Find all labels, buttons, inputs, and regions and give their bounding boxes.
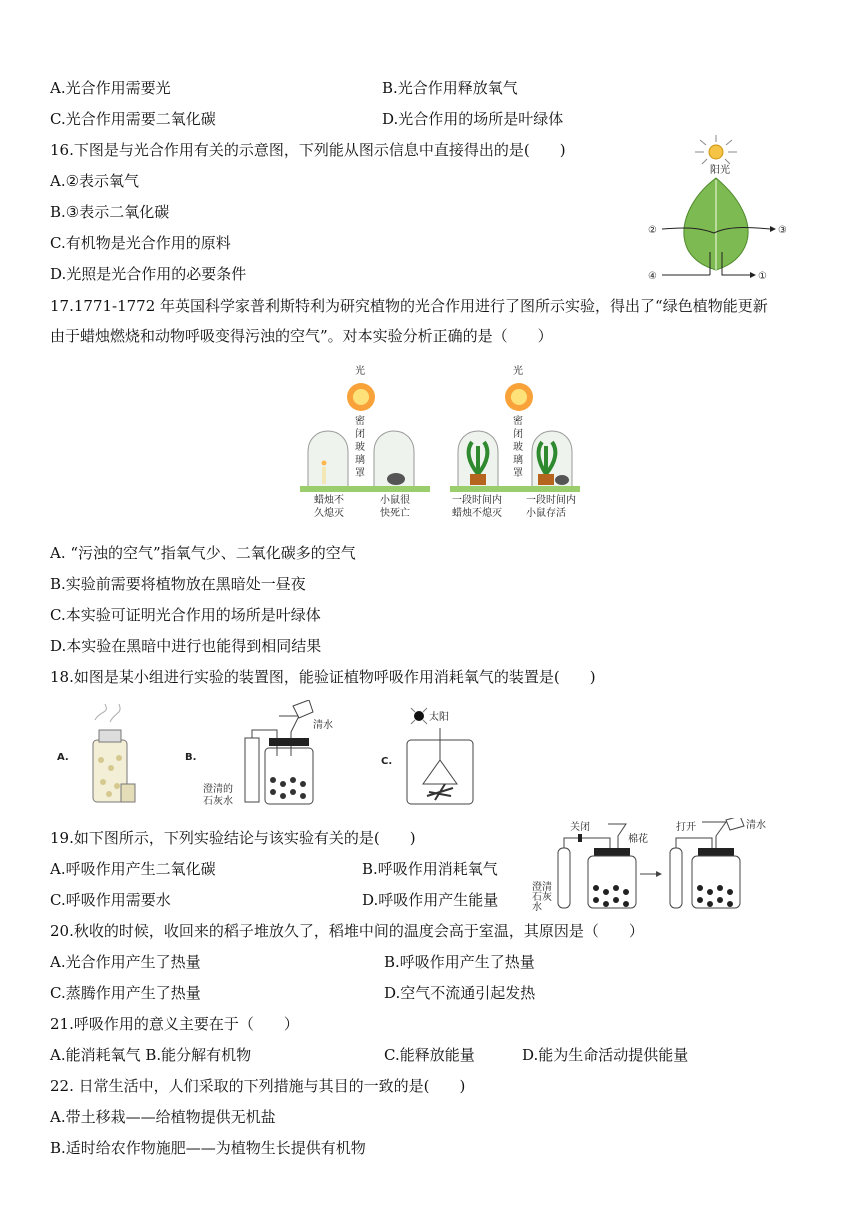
q16-option-d: D.光照是光合作用的必要条件	[50, 265, 247, 283]
caption-4-line2: 小鼠存活	[526, 508, 566, 519]
q22-option-a: A.带土移栽——给植物提供无机盐	[50, 1108, 276, 1126]
seal-char: 璃	[513, 455, 523, 466]
q16-option-a: A.②表示氧气	[50, 172, 140, 190]
q20-option-d: D.空气不流通引起发热	[384, 984, 536, 1002]
closed-label: 关闭	[570, 822, 590, 833]
caption-3-line1: 一段时间内	[452, 495, 502, 506]
leaf-diagram	[640, 130, 790, 290]
lime-label-2: 石灰	[532, 892, 552, 903]
caption-4-line1: 一段时间内	[526, 495, 576, 506]
q15-option-a: A.光合作用需要光	[50, 79, 171, 97]
q22-stem: 22. 日常生活中，人们采取的下列措施与其目的一致的是( )	[50, 1077, 466, 1095]
apparatus-b-label: B.	[185, 752, 197, 763]
seal-char: 闭	[513, 429, 523, 440]
seal-char: 罩	[355, 468, 365, 479]
q17-option-b: B.实验前需要将植物放在黑暗处一昼夜	[50, 575, 306, 593]
q20-option-a: A.光合作用产生了热量	[50, 953, 201, 971]
seal-char: 玻	[355, 442, 365, 453]
marker-1: ①	[758, 271, 767, 282]
q21-stem: 21.呼吸作用的意义主要在于（ ）	[50, 1015, 299, 1033]
lime-label-3: 水	[532, 902, 542, 913]
q18-stem: 18.如图是某小组进行实验的装置图，能验证植物呼吸作用消耗氧气的装置是( )	[50, 668, 596, 686]
q20-option-b: B.呼吸作用产生了热量	[384, 953, 535, 971]
q17-stem-line1: 17.1771-1772 年英国科学家普利斯特利为研究植物的光合作用进行了图所示实验，得出了“绿色植物能更新	[50, 297, 768, 315]
apparatus-b-setup	[245, 700, 313, 804]
q21-option-d: D.能为生命活动提供能量	[522, 1046, 689, 1064]
seal-char: 闭	[355, 429, 365, 440]
sun-label: 阳光	[710, 165, 730, 176]
sun-icon	[695, 135, 737, 164]
lime-label-1: 澄清	[532, 882, 552, 893]
sun-label-c: 太阳	[429, 712, 449, 723]
q19-option-c: C.呼吸作用需要水	[50, 891, 171, 909]
seal-char: 玻	[513, 442, 523, 453]
q15-option-b: B.光合作用释放氧气	[382, 79, 518, 97]
seal-char: 密	[355, 416, 365, 427]
sun-icon-c	[414, 711, 424, 721]
caption-1-line1: 蜡烛不	[314, 495, 344, 506]
water-label-18: 清水	[313, 720, 333, 731]
cotton-label: 棉花	[628, 834, 648, 845]
q16-option-b: B.③表示二氧化碳	[50, 203, 170, 221]
q19-option-b: B.呼吸作用消耗氧气	[362, 860, 498, 878]
apparatus-a-label: A.	[57, 752, 69, 763]
q19-stem: 19.如下图所示，下列实验结论与该实验有关的是( )	[50, 829, 416, 847]
seal-char: 璃	[355, 455, 365, 466]
caption-2-line2: 快死亡	[380, 508, 410, 519]
apparatus-c-label: C.	[381, 756, 393, 767]
open-label: 打开	[676, 822, 696, 833]
seal-char: 罩	[513, 468, 523, 479]
q17-option-c: C.本实验可证明光合作用的场所是叶绿体	[50, 606, 321, 624]
apparatus-a-jar	[93, 704, 135, 802]
q16-stem: 16.下图是与光合作用有关的示意图，下列能从图示信息中直接得出的是( )	[50, 141, 566, 159]
bell-jar-plant-candle	[458, 431, 498, 487]
ground-left	[300, 486, 430, 492]
light-label-right: 光	[513, 366, 523, 377]
q19-option-d: D.呼吸作用产生能量	[362, 891, 499, 909]
q18-apparatus-figure	[55, 700, 475, 812]
q19-option-a: A.呼吸作用产生二氧化碳	[50, 860, 216, 878]
caption-1-line2: 久熄灭	[314, 508, 344, 519]
setup-closed	[558, 824, 636, 908]
water-label-19: 清水	[746, 820, 766, 831]
bell-jar-candle	[308, 431, 348, 487]
q16-option-c: C.有机物是光合作用的原料	[50, 234, 231, 252]
water-beaker-icon	[293, 700, 313, 718]
q22-option-b: B.适时给农作物施肥——为植物生长提供有机物	[50, 1139, 366, 1157]
q17-stem-line2: 由于蜡烛燃烧和动物呼吸变得污浊的空气”。对本实验分析正确的是（ ）	[50, 327, 553, 345]
q21-option-ab: A.能消耗氧气 B.能分解有机物	[50, 1046, 252, 1064]
q20-option-c: C.蒸腾作用产生了热量	[50, 984, 201, 1002]
ground-right	[450, 486, 580, 492]
marker-2: ②	[648, 225, 657, 236]
q17-option-d: D.本实验在黑暗中进行也能得到相同结果	[50, 637, 322, 655]
seal-char: 密	[513, 416, 523, 427]
caption-2-line1: 小鼠很	[380, 495, 410, 506]
marker-4: ④	[648, 271, 657, 282]
marker-3: ③	[778, 225, 787, 236]
q20-stem: 20.秋收的时候，收回来的稻子堆放久了，稻堆中间的温度会高于室温，其原因是（ ）	[50, 922, 644, 940]
q19-apparatus-figure	[530, 818, 770, 916]
limewater-label-1: 澄清的	[203, 784, 233, 795]
caption-3-line2: 蜡烛不熄灭	[452, 508, 502, 519]
bell-jar-mouse	[374, 431, 414, 487]
q21-option-c: C.能释放能量	[384, 1046, 475, 1064]
bell-jar-plant-mouse	[532, 431, 572, 487]
q15-option-d: D.光合作用的场所是叶绿体	[382, 110, 564, 128]
priestley-experiment-figure	[300, 362, 600, 522]
light-label-left: 光	[355, 366, 365, 377]
q17-option-a: A. “污浊的空气”指氧气少、二氧化碳多的空气	[50, 544, 356, 562]
q15-option-c: C.光合作用需要二氧化碳	[50, 110, 216, 128]
limewater-label-2: 石灰水	[203, 796, 233, 807]
